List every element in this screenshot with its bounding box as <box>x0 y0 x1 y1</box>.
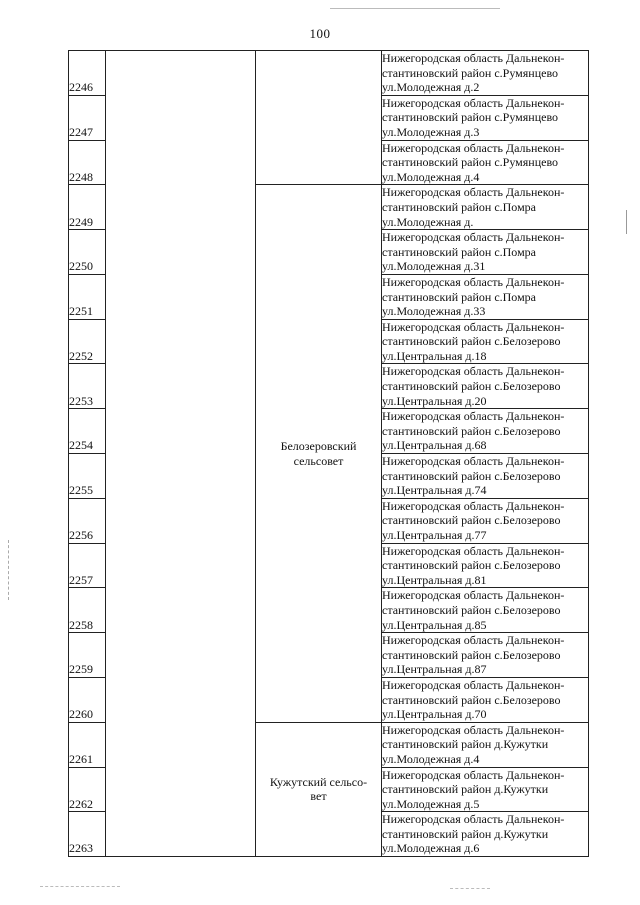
row-number: 2256 <box>69 498 106 543</box>
address-line: ул.Центральная д.77 <box>382 528 487 542</box>
row-number: 2247 <box>69 95 106 140</box>
address-line: стантиновский район с.Белозерово <box>382 334 561 349</box>
address-cell <box>382 364 589 409</box>
settlement-name-line: вет <box>310 789 327 804</box>
address-line: стантиновский район с.Белозерово <box>382 513 561 528</box>
address-line: ул.Молодежная д. <box>382 214 474 229</box>
settlement-name-line: Белозеровский <box>280 438 357 453</box>
top-scan-rule <box>330 8 500 9</box>
address-registry-table <box>68 50 589 857</box>
address-line: стантиновский район с.Помра <box>382 244 537 259</box>
address-cell <box>382 409 589 454</box>
address-line: Нижегородская область Дальнекон- <box>382 588 565 603</box>
address-cell <box>382 230 589 275</box>
address-line: Нижегородская область Дальнекон- <box>382 812 565 827</box>
address-line: стантиновский район с.Белозерово <box>382 423 561 438</box>
address-cell <box>382 588 589 633</box>
row-number: 2252 <box>69 319 106 364</box>
address-line: Нижегородская область Дальнекон- <box>382 230 565 245</box>
row-number: 2262 <box>69 767 106 812</box>
address-line: ул.Молодежная д.4 <box>382 169 480 184</box>
address-line: ул.Молодежная д.31 <box>382 259 486 274</box>
scan-margin-mark <box>8 540 11 600</box>
address-line: ул.Центральная д.20 <box>382 393 487 408</box>
address-line: Нижегородская область Дальнекон- <box>382 454 565 469</box>
address-line: Нижегородская область Дальнекон- <box>382 140 565 155</box>
address-line: ул.Центральная д.18 <box>382 348 487 363</box>
address-line: стантиновский район с.Помра <box>382 199 537 214</box>
row-number: 2261 <box>69 722 106 767</box>
address-line: ул.Центральная д.81 <box>382 572 487 587</box>
address-line: стантиновский район с.Помра <box>382 289 537 304</box>
address-line: стантиновский район с.Белозерово <box>382 468 561 483</box>
address-cell <box>382 677 589 722</box>
scan-bottom-mark <box>450 888 490 889</box>
address-line: Нижегородская область Дальнекон- <box>382 767 565 782</box>
address-line: Нижегородская область Дальнекон- <box>382 319 565 334</box>
address-line: стантиновский район д.Кужутки <box>382 737 549 752</box>
row-number: 2253 <box>69 364 106 409</box>
address-line: стантиновский район с.Белозерово <box>382 558 561 573</box>
address-cell <box>382 95 589 140</box>
address-line: стантиновский район с.Румянцево <box>382 65 559 80</box>
scan-edge-mark <box>626 210 627 234</box>
address-line: ул.Молодежная д.33 <box>382 304 486 319</box>
address-cell <box>382 498 589 543</box>
address-line: стантиновский район д.Кужутки <box>382 826 549 841</box>
address-line: стантиновский район с.Белозерово <box>382 602 561 617</box>
row-number: 2248 <box>69 140 106 185</box>
row-number: 2255 <box>69 454 106 499</box>
address-line: Нижегородская область Дальнекон- <box>382 364 565 379</box>
address-line: Нижегородская область Дальнекон- <box>382 633 565 648</box>
row-number: 2257 <box>69 543 106 588</box>
address-line: ул.Центральная д.85 <box>382 617 487 632</box>
address-line: Нижегородская область Дальнекон- <box>382 498 565 513</box>
settlement-kuzhutsky <box>256 722 382 856</box>
address-line: стантиновский район с.Белозерово <box>382 379 561 394</box>
address-line: ул.Молодежная д.2 <box>382 80 480 95</box>
row-number: 2254 <box>69 409 106 454</box>
address-line: стантиновский район с.Белозерово <box>382 647 561 662</box>
address-line: ул.Молодежная д.6 <box>382 841 480 856</box>
row-number: 2249 <box>69 185 106 230</box>
empty-column-cell <box>106 51 256 857</box>
address-line: Нижегородская область Дальнекон- <box>382 677 565 692</box>
address-cell <box>382 51 589 96</box>
address-cell <box>382 274 589 319</box>
address-line: ул.Центральная д.87 <box>382 662 487 677</box>
address-line: ул.Центральная д.68 <box>382 438 487 453</box>
address-cell <box>382 454 589 499</box>
address-line: Нижегородская область Дальнекон- <box>382 95 565 110</box>
address-cell <box>382 812 589 857</box>
address-cell <box>382 185 589 230</box>
address-cell <box>382 722 589 767</box>
row-number: 2246 <box>69 51 106 96</box>
row-number: 2263 <box>69 812 106 857</box>
address-line: ул.Молодежная д.5 <box>382 796 480 811</box>
row-number: 2250 <box>69 230 106 275</box>
address-line: ул.Молодежная д.4 <box>382 751 480 766</box>
row-number: 2259 <box>69 633 106 678</box>
address-line: стантиновский район с.Белозерово <box>382 692 561 707</box>
row-number: 2251 <box>69 274 106 319</box>
address-cell <box>382 767 589 812</box>
address-cell <box>382 319 589 364</box>
table-row <box>69 51 589 96</box>
address-cell <box>382 543 589 588</box>
address-line: стантиновский район д.Кужутки <box>382 782 549 797</box>
address-line: стантиновский район с.Румянцево <box>382 155 559 170</box>
address-line: ул.Молодежная д.3 <box>382 124 480 139</box>
address-line: Нижегородская область Дальнекон- <box>382 274 565 289</box>
page-number: 100 <box>309 26 331 41</box>
settlement-name-line: сельсовет <box>293 453 344 468</box>
row-number: 2258 <box>69 588 106 633</box>
address-line: Нижегородская область Дальнекон- <box>382 543 565 558</box>
settlement-cell-blank <box>256 51 382 185</box>
address-cell <box>382 140 589 185</box>
row-number: 2260 <box>69 677 106 722</box>
address-line: Нижегородская область Дальнекон- <box>382 722 565 737</box>
address-line: ул.Центральная д.70 <box>382 707 487 722</box>
address-line: стантиновский район с.Румянцево <box>382 110 559 125</box>
scan-bottom-mark <box>40 886 120 887</box>
address-line: ул.Центральная д.74 <box>382 483 487 498</box>
settlement-belozerovsky <box>256 185 382 722</box>
address-cell <box>382 633 589 678</box>
address-line: Нижегородская область Дальнекон- <box>382 185 565 200</box>
address-line: Нижегородская область Дальнекон- <box>382 409 565 424</box>
settlement-name-line: Кужутский сельсо- <box>269 774 368 789</box>
address-line: Нижегородская область Дальнекон- <box>382 51 565 65</box>
